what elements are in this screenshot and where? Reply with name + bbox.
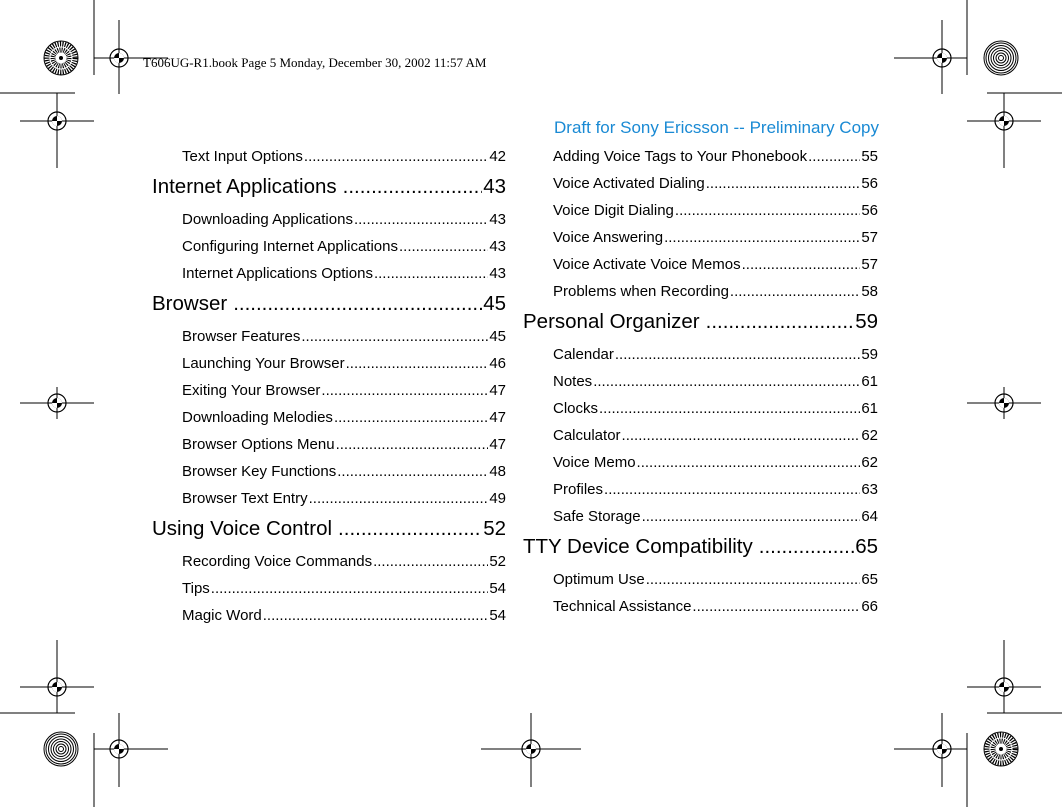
toc-entry[interactable] [152, 488, 506, 515]
toc-page-number: 47 [489, 436, 506, 453]
toc-title: Text Input Options [182, 148, 303, 165]
dot-leader [338, 515, 482, 543]
toc-page-number: 54 [489, 580, 506, 597]
toc-page-number: 64 [861, 508, 878, 525]
toc-page-number: 43 [489, 265, 506, 282]
toc-title: Problems when Recording [553, 283, 729, 300]
toc-entry[interactable] [523, 173, 878, 200]
dot-leader [337, 461, 488, 483]
toc-title: Browser Features [182, 328, 301, 345]
dot-leader [346, 353, 489, 375]
dot-leader [604, 479, 860, 501]
toc-page-number: 57 [861, 256, 878, 273]
registration-mark-icon [41, 671, 73, 703]
dot-leader [373, 551, 488, 573]
toc-title: Personal Organizer [523, 310, 700, 333]
toc-title: Voice Activate Voice Memos [553, 256, 741, 273]
toc-title: Tips [182, 580, 210, 597]
registration-mark-icon [926, 42, 958, 74]
toc-page-number: 65 [855, 535, 878, 558]
dot-leader [646, 569, 861, 591]
star-target-icon [44, 41, 78, 75]
dot-leader [742, 254, 861, 276]
toc-entry[interactable] [152, 326, 506, 353]
dot-leader [343, 173, 483, 201]
toc-entry[interactable] [152, 434, 506, 461]
toc-title: Recording Voice Commands [182, 553, 373, 570]
toc-entry[interactable] [152, 146, 506, 173]
toc-page-number: 61 [861, 400, 878, 417]
toc-page-number: 56 [861, 202, 878, 219]
registration-mark-icon [988, 105, 1020, 137]
toc-page-number: 45 [483, 292, 506, 315]
toc-chapter[interactable] [523, 308, 878, 344]
toc-page-number: 49 [489, 490, 506, 507]
toc-page-number: 52 [483, 517, 506, 540]
dot-leader [664, 227, 860, 249]
dot-leader [759, 533, 854, 561]
dot-leader [615, 344, 860, 366]
dot-leader [637, 452, 861, 474]
toc-entry[interactable] [523, 569, 878, 596]
toc-page-number: 56 [861, 175, 878, 192]
toc-page-number: 43 [489, 211, 506, 228]
toc-title: Internet Applications Options [182, 265, 373, 282]
toc-entry[interactable] [152, 551, 506, 578]
toc-title: Browser Key Functions [182, 463, 337, 480]
toc-title: Calculator [553, 427, 621, 444]
registration-mark-icon [103, 42, 135, 74]
registration-mark-icon [926, 733, 958, 765]
dot-leader [692, 596, 860, 618]
dot-leader [233, 290, 482, 318]
toc-title: Voice Answering [553, 229, 664, 246]
toc-chapter[interactable] [152, 173, 506, 209]
toc-page-number: 47 [489, 409, 506, 426]
toc-title: Exiting Your Browser [182, 382, 321, 399]
toc-page-number: 63 [861, 481, 878, 498]
toc-title: Voice Activated Dialing [553, 175, 705, 192]
toc-right-column [523, 146, 878, 623]
registration-mark-icon [41, 105, 73, 137]
toc-page-number: 52 [489, 553, 506, 570]
toc-page-number: 55 [861, 148, 878, 165]
toc-left-column [152, 146, 506, 632]
dot-leader [675, 200, 860, 222]
toc-entry[interactable] [152, 578, 506, 605]
toc-page-number: 59 [855, 310, 878, 333]
toc-title: Clocks [553, 400, 599, 417]
dot-leader [336, 434, 489, 456]
dot-leader [309, 488, 489, 510]
toc-title: Configuring Internet Applications [182, 238, 398, 255]
toc-title: Technical Assistance [553, 598, 692, 615]
toc-entry[interactable] [523, 506, 878, 533]
toc-title: Adding Voice Tags to Your Phonebook [553, 148, 808, 165]
toc-title: TTY Device Compatibility [523, 535, 753, 558]
toc-page-number: 43 [489, 238, 506, 255]
toc-chapter[interactable] [152, 515, 506, 551]
toc-title: Using Voice Control [152, 517, 333, 540]
toc-page-number: 62 [861, 427, 878, 444]
registration-mark-icon [515, 733, 547, 765]
toc-title: Notes [553, 373, 593, 390]
toc-chapter[interactable] [152, 290, 506, 326]
toc-page-number: 42 [489, 148, 506, 165]
dot-leader [263, 605, 489, 627]
toc-title: Profiles [553, 481, 604, 498]
dot-leader [399, 236, 488, 258]
dot-leader [642, 506, 861, 528]
toc-page-number: 66 [861, 598, 878, 615]
toc-entry[interactable] [152, 407, 506, 434]
toc-page-number: 43 [483, 175, 506, 198]
toc-title: Downloading Applications [182, 211, 353, 228]
file-info-header: T606UG-R1.book Page 5 Monday, December 30, 2002 11:57 AM [143, 55, 487, 70]
dot-leader [354, 209, 488, 231]
toc-title: Launching Your Browser [182, 355, 345, 372]
toc-page-number: 57 [861, 229, 878, 246]
toc-entry[interactable] [523, 452, 878, 479]
toc-entry[interactable] [523, 281, 878, 308]
toc-title: Browser Text Entry [182, 490, 308, 507]
toc-entry[interactable] [523, 146, 878, 173]
toc-page-number: 46 [489, 355, 506, 372]
dot-leader [599, 398, 860, 420]
dot-leader [730, 281, 860, 303]
toc-entry[interactable] [523, 596, 878, 623]
dot-leader [593, 371, 860, 393]
dot-leader [304, 146, 488, 168]
dot-leader [334, 407, 488, 429]
dot-leader [706, 308, 855, 336]
dot-leader [321, 380, 488, 402]
toc-entry[interactable] [523, 200, 878, 227]
ring-target-icon [44, 732, 78, 766]
dot-leader [374, 263, 488, 285]
toc-entry[interactable] [523, 254, 878, 281]
toc-page-number: 47 [489, 382, 506, 399]
dot-leader [808, 146, 860, 168]
toc-entry[interactable] [152, 209, 506, 236]
toc-page-number: 61 [861, 373, 878, 390]
toc-title: Browser [152, 292, 228, 315]
dot-leader [706, 173, 861, 195]
toc-title: Optimum Use [553, 571, 645, 588]
toc-entry[interactable] [523, 227, 878, 254]
toc-page-number: 59 [861, 346, 878, 363]
toc-entry[interactable] [152, 236, 506, 263]
toc-title: Safe Storage [553, 508, 641, 525]
registration-mark-icon [41, 387, 73, 419]
toc-page-number: 48 [489, 463, 506, 480]
toc-entry[interactable] [523, 425, 878, 452]
toc-title: Downloading Melodies [182, 409, 333, 426]
registration-mark-icon [988, 671, 1020, 703]
toc-title: Calendar [553, 346, 614, 363]
toc-entry[interactable] [523, 479, 878, 506]
dot-leader [211, 578, 489, 600]
registration-mark-icon [988, 387, 1020, 419]
toc-entry[interactable] [152, 605, 506, 632]
toc-entry[interactable] [152, 353, 506, 380]
toc-chapter[interactable] [523, 533, 878, 569]
toc-entry[interactable] [152, 263, 506, 290]
toc-title: Voice Memo [553, 454, 636, 471]
toc-entry[interactable] [523, 398, 878, 425]
toc-entry[interactable] [523, 344, 878, 371]
toc-page-number: 58 [861, 283, 878, 300]
toc-title: Browser Options Menu [182, 436, 335, 453]
toc-page-number: 54 [489, 607, 506, 624]
toc-entry[interactable] [152, 461, 506, 488]
draft-notice: Draft for Sony Ericsson -- Preliminary Copy [554, 118, 879, 137]
star-target-icon [984, 732, 1018, 766]
toc-page-number: 45 [489, 328, 506, 345]
dot-leader [622, 425, 861, 447]
toc-entry[interactable] [523, 371, 878, 398]
toc-title: Voice Digit Dialing [553, 202, 674, 219]
toc-title: Magic Word [182, 607, 262, 624]
toc-page-number: 65 [861, 571, 878, 588]
toc-entry[interactable] [152, 380, 506, 407]
registration-mark-icon [103, 733, 135, 765]
ring-target-icon [984, 41, 1018, 75]
toc-page-number: 62 [861, 454, 878, 471]
toc-title: Internet Applications [152, 175, 337, 198]
dot-leader [301, 326, 488, 348]
